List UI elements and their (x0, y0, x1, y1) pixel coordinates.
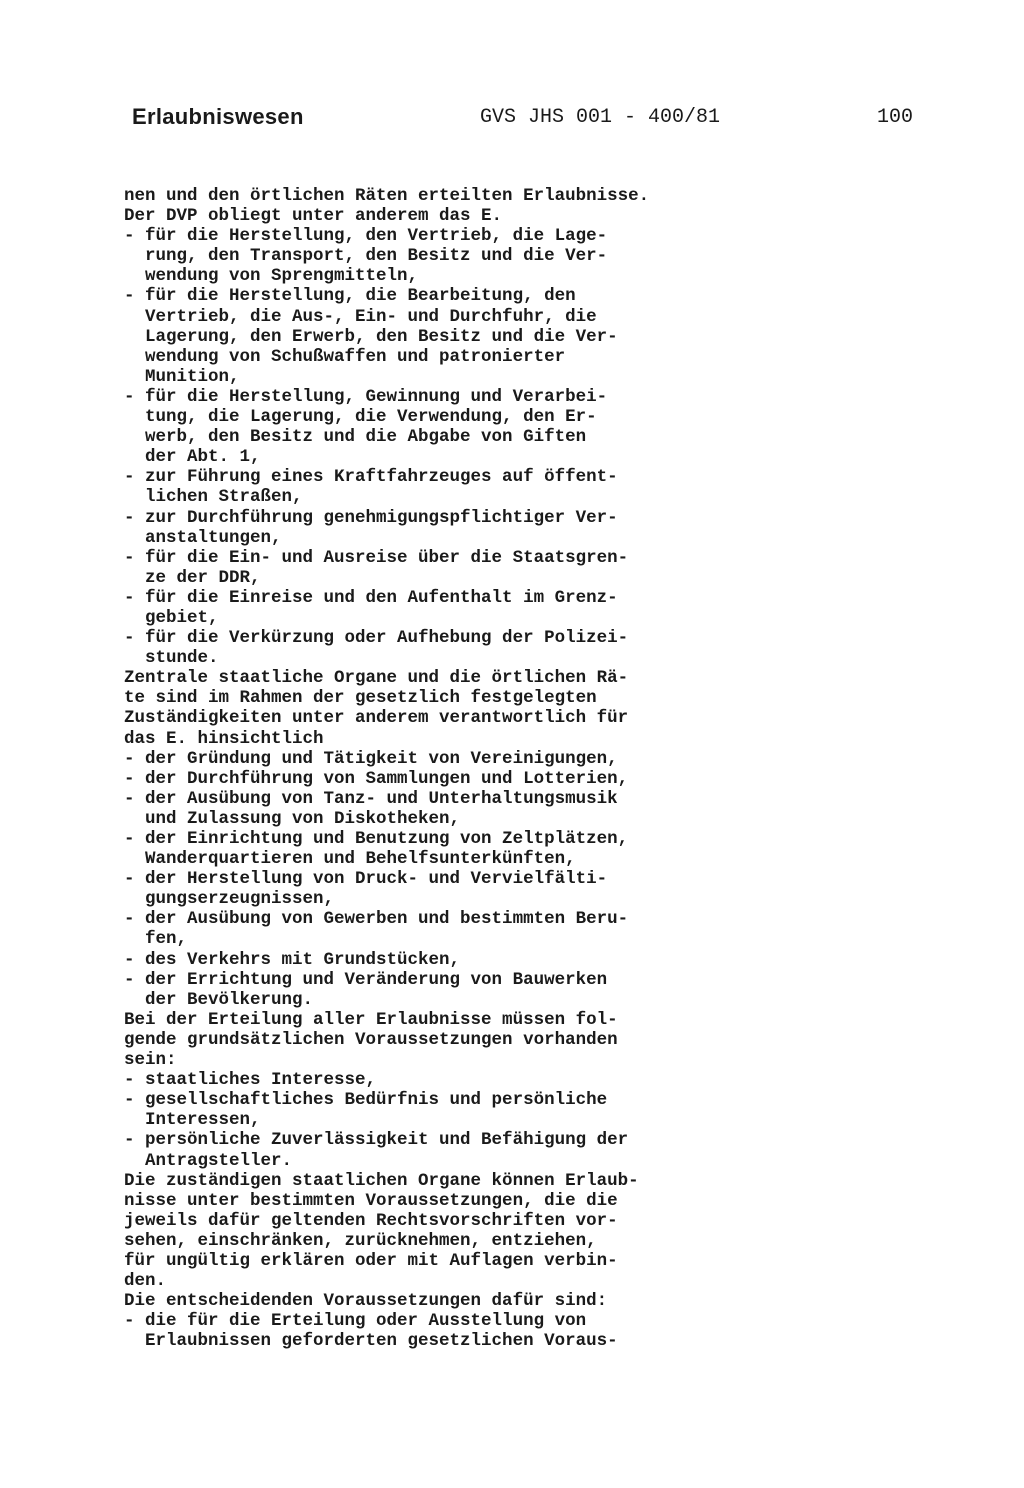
text-line: nen und den örtlichen Räten erteilten Erlaubnisse. (124, 186, 650, 206)
text-line: fen, (124, 929, 188, 950)
page-number: 100 (877, 106, 914, 129)
text-line: - für die Einreise und den Aufenthalt im Grenz- (124, 587, 618, 608)
text-line: rung, den Transport, den Besitz und die Ver- (124, 246, 608, 267)
text-line: Vertrieb, die Aus-, Ein- und Durchfuhr, die (124, 306, 597, 327)
text-line: - der Ausübung von Tanz- und Unterhaltungsmusik (124, 788, 618, 809)
text-line: - der Errichtung und Veränderung von Bauwerken (124, 969, 608, 990)
text-line: Wanderquartieren und Behelfsunterkünften, (124, 849, 576, 870)
text-line: gungserzeugnissen, (124, 889, 335, 910)
text-line: - der Gründung und Tätigkeit von Vereinigungen, (124, 748, 618, 769)
text-line: Bei der Erteilung aller Erlaubnisse müssen fol- (124, 1009, 618, 1030)
page-header (0, 104, 1024, 136)
text-line: Die zuständigen staatlichen Organe können Erlaub- (124, 1170, 639, 1191)
text-line: und Zulassung von Diskotheken, (124, 808, 461, 829)
text-line: Der DVP obliegt unter anderem das E. (124, 206, 503, 227)
text-line: - staatliches Interesse, (124, 1070, 377, 1091)
text-line: den. (124, 1271, 167, 1292)
text-line: werb, den Besitz und die Abgabe von Giften (124, 427, 587, 448)
text-line: - der Herstellung von Druck- und Vervielfälti- (124, 869, 608, 890)
text-line: - der Ausübung von Gewerben und bestimmten Beru- (124, 909, 629, 930)
document-reference: GVS JHS 001 - 400/81 (480, 106, 721, 129)
text-line: wendung von Schußwaffen und patronierter (124, 346, 566, 367)
text-line: gebiet, (124, 607, 219, 628)
text-line: - für die Herstellung, Gewinnung und Verarbei- (124, 386, 608, 407)
text-line: Interessen, (124, 1110, 261, 1131)
text-line: - des Verkehrs mit Grundstücken, (124, 949, 461, 970)
text-line: - persönliche Zuverlässigkeit und Befähigung der (124, 1130, 629, 1151)
text-line: nisse unter bestimmten Voraussetzungen, die die (124, 1190, 618, 1211)
text-line: jeweils dafür geltenden Rechtsvorschriften vor- (124, 1210, 618, 1231)
text-line: Zentrale staatliche Organe und die örtlichen Rä- (124, 668, 629, 689)
text-line: der Bevölkerung. (124, 989, 314, 1010)
text-line: für ungültig erklären oder mit Auflagen verbin- (124, 1250, 618, 1271)
text-line: Erlaubnissen geforderten gesetzlichen Voraus- (124, 1331, 618, 1352)
text-line: tung, die Lagerung, die Verwendung, den Er- (124, 407, 597, 428)
text-line: - für die Herstellung, den Vertrieb, die Lage- (124, 226, 608, 247)
text-line: - die für die Erteilung oder Ausstellung von (124, 1311, 587, 1332)
text-line: - zur Durchführung genehmigungspflichtiger Ver- (124, 507, 618, 528)
text-line: das E. hinsichtlich (124, 728, 324, 749)
text-line: sehen, einschränken, zurücknehmen, entziehen, (124, 1230, 597, 1251)
text-line: Munition, (124, 366, 240, 387)
text-line: - der Durchführung von Sammlungen und Lotterien, (124, 768, 629, 789)
text-line: anstaltungen, (124, 527, 282, 548)
text-line: Lagerung, den Erwerb, den Besitz und die Ver- (124, 326, 618, 347)
text-line: - gesellschaftliches Bedürfnis und persönliche (124, 1090, 608, 1111)
text-line: wendung von Sprengmitteln, (124, 266, 419, 287)
text-line: Zuständigkeiten unter anderem verantwortlich für (124, 708, 629, 729)
text-line: lichen Straßen, (124, 487, 303, 508)
text-line: ze der DDR, (124, 567, 261, 588)
text-line: gende grundsätzlichen Voraussetzungen vorhanden (124, 1029, 618, 1050)
text-line: - der Einrichtung und Benutzung von Zeltplätzen, (124, 829, 629, 849)
text-line: sein: (124, 1050, 177, 1071)
text-line: der Abt. 1, (124, 447, 261, 468)
text-line: - für die Verkürzung oder Aufhebung der Polizei- (124, 628, 629, 649)
text-line: - für die Ein- und Ausreise über die Staatsgren- (124, 547, 629, 568)
text-line: - zur Führung eines Kraftfahrzeuges auf öffent- (124, 467, 618, 488)
body-text (124, 186, 744, 1351)
text-line: te sind im Rahmen der gesetzlich festgelegten (124, 688, 597, 709)
section-title: Erlaubniswesen (132, 104, 304, 129)
text-line: - für die Herstellung, die Bearbeitung, den (124, 286, 576, 307)
text-line: stunde. (124, 648, 219, 669)
text-line: Die entscheidenden Voraussetzungen dafür sind: (124, 1291, 608, 1312)
text-line: Antragsteller. (124, 1150, 293, 1171)
